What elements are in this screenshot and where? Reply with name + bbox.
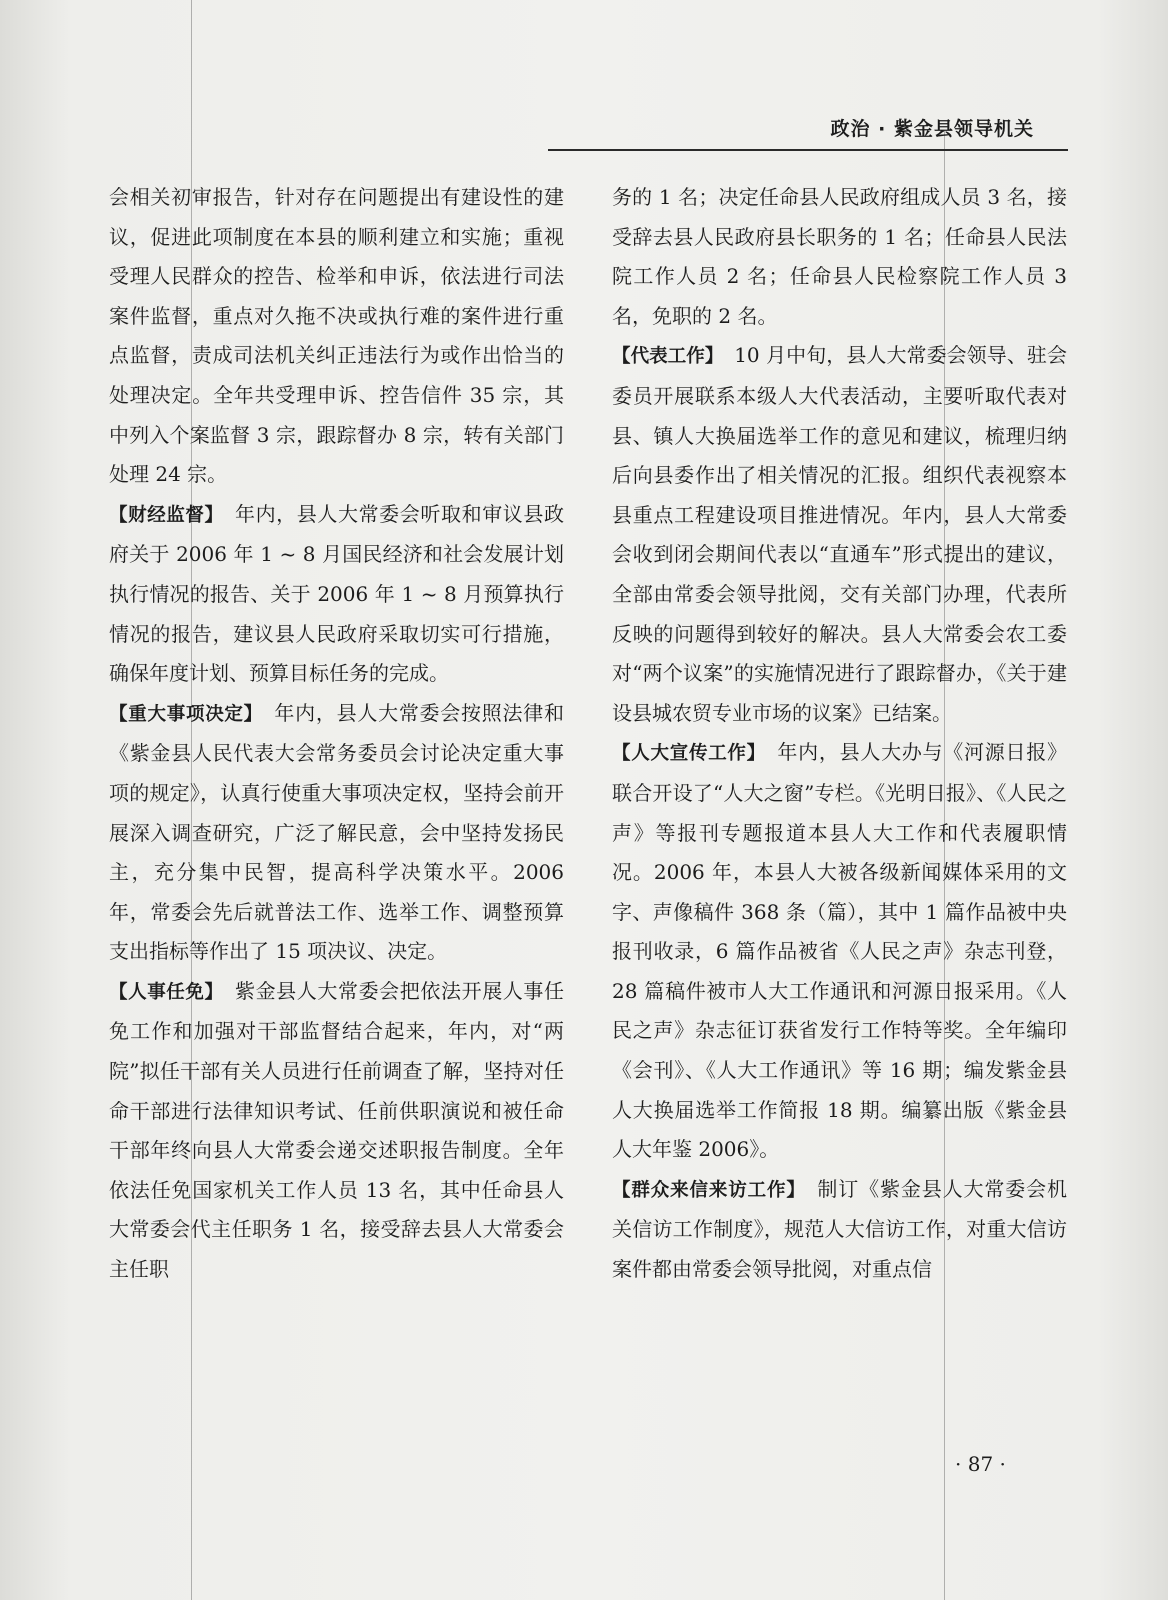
right-column — [612, 178, 1067, 1290]
paragraph — [612, 733, 1067, 1170]
page-number: · 87 · — [955, 1452, 1006, 1476]
section-heading: 【代表工作】 — [612, 346, 715, 368]
paragraph-text: 年内，县人大办与《河源日报》联合开设了“人大之窗”专栏。《光明日报》、《人民之声》等报刊专题报道本县人大工作和代表履职情况。2006 年，本县人大被各级新闻媒体采用的文字、声像稿件 368 条（篇），其中 1 篇作品被中央报刊收录，6 篇作品被省《人民之声》杂志刊登，28 篇稿件被市人大工作通讯和河源日报采用。《人民之声》杂志征订获省发行工作特等奖。全年编印《会刊》、《人大工作通讯》等 16 期；编发紫金县人大换届选举工作简报 18 期。编纂出版《紫金县人大年鉴 2006》。 — [612, 740, 1067, 1162]
paragraph-text: 紫金县人大常委会把依法开展人事任免工作和加强对干部监督结合起来，年内，对“两院”拟任干部有关人员进行任前调查了解，坚持对任命干部进行法律知识考试、任前供职演说和被任命干部年终向县人大常委会递交述职报告制度。全年依法任免国家机关工作人员 13 名，其中任命县人大常委会代主任职务 1 名，接受辞去县人大常委会主任职 — [109, 978, 564, 1282]
section-heading: 【人大宣传工作】 — [612, 743, 757, 765]
paragraph — [612, 1170, 1067, 1290]
paragraph-text: 10 月中旬，县人大常委会领导、驻会委员开展联系本级人大代表活动，主要听取代表对县、镇人大换届选举工作的意见和建议，梳理归纳后向县委作出了相关情况的汇报。组织代表视察本县重点工程建设项目推进情况。年内，县人大常委会收到闭会期间代表以“直通车”形式提出的建议，全部由常委会领导批阅，交有关部门办理，代表所反映的问题得到较好的解决。县人大常委会农工委对“两个议案”的实施情况进行了跟踪督办，《关于建设县城农贸专业市场的议案》已结案。 — [612, 343, 1067, 725]
left-column — [109, 178, 564, 1290]
paragraph — [612, 336, 1067, 733]
paragraph-text: 年内，县人大常委会听取和审议县政府关于 2006 年 1 ~ 8 月国民经济和社会发展计划执行情况的报告、关于 2006 年 1 ~ 8 月预算执行情况的报告，建议县人民政府采取切实可行措施，确保年度计划、预算目标任务的完成。 — [109, 501, 564, 686]
section-heading: 【重大事项决定】 — [109, 703, 254, 725]
section-heading: 【群众来信来访工作】 — [612, 1179, 797, 1201]
section-heading: 【财经监督】 — [109, 504, 215, 526]
paragraph — [612, 178, 1067, 336]
paragraph — [109, 495, 564, 694]
paragraph — [109, 694, 564, 972]
paragraph — [109, 972, 564, 1290]
section-heading: 【人事任免】 — [109, 981, 215, 1003]
running-header: 政治 · 紫金县领导机关 — [830, 118, 1034, 140]
paragraph-text: 会相关初审报告，针对存在问题提出有建设性的建议，促进此项制度在本县的顺利建立和实施；重视受理人民群众的控告、检举和申诉，依法进行司法案件监督，重点对久拖不决或执行难的案件进行重点监督，责成司法机关纠正违法行为或作出恰当的处理决定。全年共受理申诉、控告信件 35 宗，其中列入个案监督 3 宗，跟踪督办 8 宗，转有关部门处理 24 宗。 — [109, 185, 564, 487]
paragraph-text: 年内，县人大常委会按照法律和《紫金县人民代表大会常务委员会讨论决定重大事项的规定》，认真行使重大事项决定权，坚持会前开展深入调查研究，广泛了解民意，会中坚持发扬民主，充分集中民智，提高科学决策水平。2006 年，常委会先后就普法工作、选举工作、调整预算支出指标等作出了 15 项决议、决定。 — [109, 700, 564, 964]
paragraph — [109, 178, 564, 495]
header-rule — [548, 149, 1068, 151]
paragraph-text: 制订《紫金县人大常委会机关信访工作制度》，规范人大信访工作，对重大信访案件都由常委会领导批阅，对重点信 — [612, 1176, 1067, 1282]
paragraph-text: 务的 1 名；决定任命县人民政府组成人员 3 名，接受辞去县人民政府县长职务的 1 名；任命县人民法院工作人员 2 名；任命县人民检察院工作人员 3 名，免职的 2 名。 — [612, 185, 1067, 328]
